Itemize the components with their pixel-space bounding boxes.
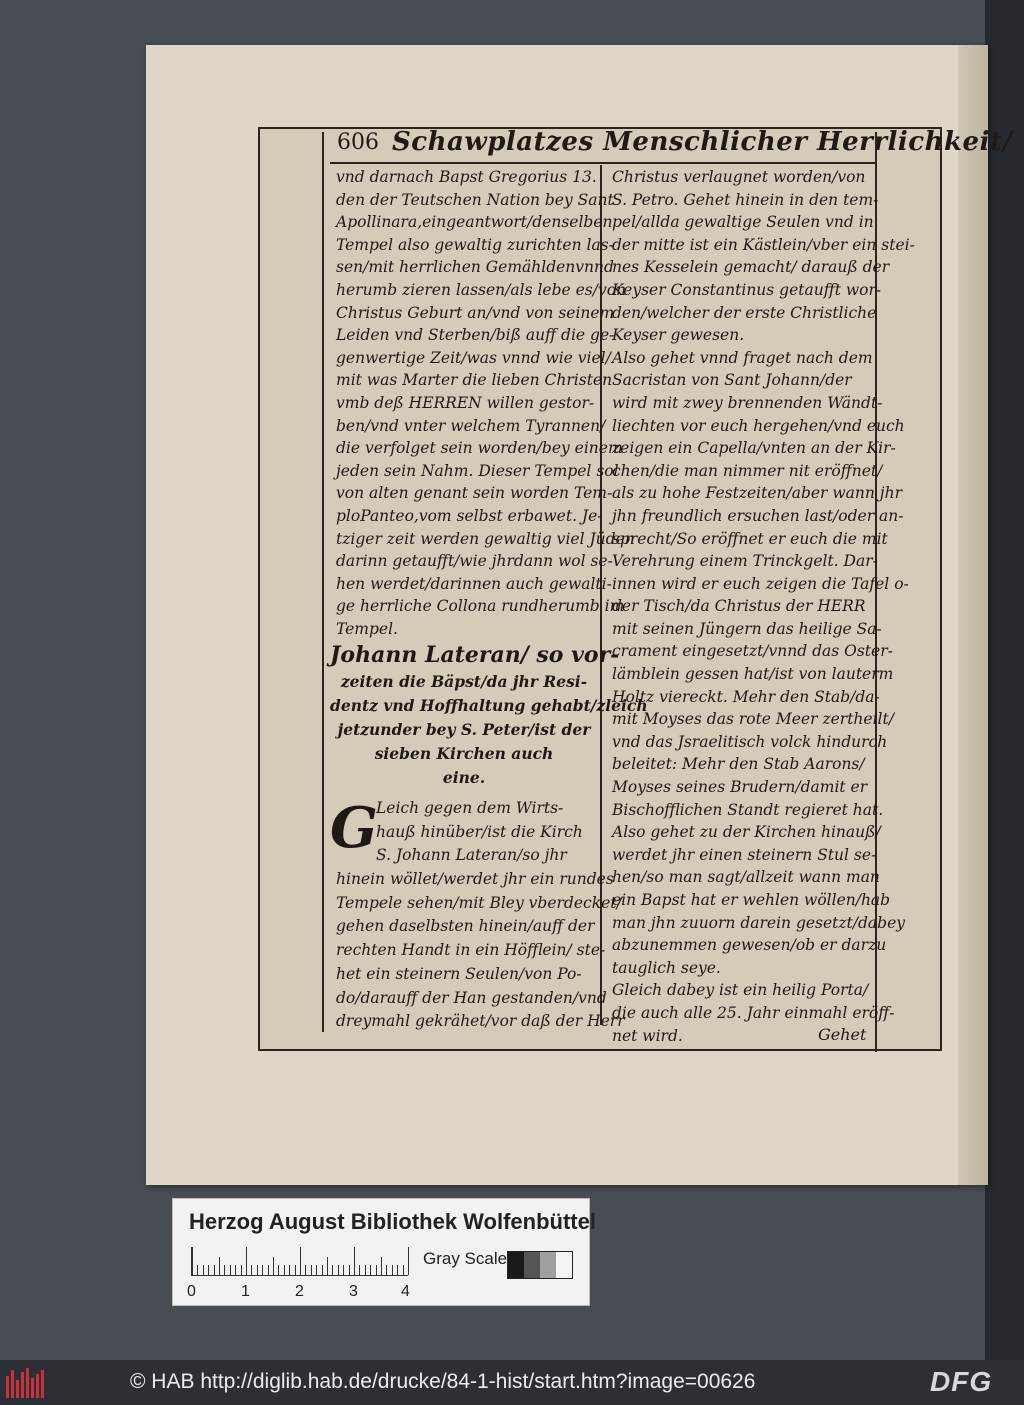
text-line: den der Teutschen Nation bey Sant [336, 190, 614, 209]
text-line: pel/allda gewaltige Seulen vnd in [612, 213, 874, 232]
heading-title-line: Johann Lateran/ so vor- [330, 642, 620, 668]
text-line: von alten genant sein worden Tem- [336, 484, 613, 503]
ruler-tick [322, 1265, 323, 1275]
text-line: het ein steinern Seulen/von Po- [336, 964, 582, 983]
text-line: Tempel. [336, 619, 398, 638]
ruler-tick [311, 1265, 312, 1275]
ruler-number: 3 [349, 1283, 358, 1300]
section-heading [330, 640, 648, 790]
heading-line: dentz vnd Hoffhaltung gehabt/zleich [330, 696, 648, 715]
text-line: herumb zieren lassen/als lebe es/von [336, 280, 627, 299]
heading-line: eine. [442, 768, 486, 787]
ruler-tick [284, 1265, 285, 1275]
ruler-tick [332, 1265, 333, 1275]
ruler-tick [365, 1265, 366, 1275]
ruler-tick [300, 1247, 301, 1275]
ruler-tick [246, 1247, 247, 1275]
ruler-tick [327, 1257, 328, 1275]
footer-credit-link[interactable]: © HAB http://diglib.hab.de/drucke/84-1-hist/start.htm?image=00626 [130, 1370, 756, 1393]
text-line: darinn getaufft/wie jhrdann wol se- [336, 552, 613, 571]
text-line: mit was Marter die lieben Christen [336, 371, 613, 390]
ruler-tick [241, 1265, 242, 1275]
ruler-tick [392, 1265, 393, 1275]
text-line: innen wird er euch zeigen die Tafel o- [612, 574, 909, 593]
ruler-tick [214, 1265, 215, 1275]
gray-scale-label: Gray Scale [423, 1249, 508, 1268]
text-line: Christus Geburt an/vnd von seinem [336, 303, 615, 322]
text-line: vnd das Jsraelitisch volck hindurch [612, 732, 888, 751]
text-line: hen werdet/darinnen auch gewalti- [336, 574, 612, 593]
text-line: hinein wöllet/werdet jhr ein rundes [336, 870, 614, 889]
text-line: beleitet: Mehr den Stab Aarons/ [612, 755, 865, 774]
text-line: Apollinara,eingeantwort/denselben [336, 213, 613, 232]
left-column-text [336, 166, 635, 640]
ruler-tick [208, 1265, 209, 1275]
text-line: hauß hinüber/ist die Kirch [376, 822, 583, 841]
text-line: als zu hohe Festzeiten/aber wann jhr [612, 484, 902, 503]
text-line: Bischofflichen Standt regieret hat. [612, 800, 884, 819]
text-line: mit Moyses das rote Meer zertheilt/ [612, 710, 894, 729]
ruler-tick [230, 1265, 231, 1275]
text-line: tziger zeit werden gewaltig viel Jüden [336, 529, 635, 548]
running-title: Schawplatzes Menschlicher Herrlichkeit/ [392, 127, 1013, 157]
gray-scale-swatches [507, 1251, 573, 1279]
text-line: vmb deß HERREN willen gestor- [336, 393, 595, 412]
heading-line: zeiten die Bäpst/da jhr Resi- [340, 672, 588, 691]
ruler-tick [224, 1265, 225, 1275]
text-line: vnd darnach Bapst Gregorius 13. [336, 168, 597, 186]
measurement-ruler [191, 1247, 408, 1276]
page-fold-edge [958, 45, 988, 1185]
ruler-tick [203, 1265, 204, 1275]
text-line: die auch alle 25. Jahr einmahl eröff- [612, 1003, 895, 1022]
library-name: Herzog August Bibliothek Wolfenbüttel [189, 1209, 596, 1234]
text-line: man jhn zuuorn darein gesetzt/dabey [612, 913, 906, 932]
ruler-number: 1 [241, 1283, 250, 1300]
text-line: jhn freundlich ersuchen last/oder an- [612, 506, 904, 525]
text-line: nes Kesselein gemacht/ darauß der [612, 258, 890, 277]
header-rule [330, 162, 875, 164]
left-column-text-continued [336, 797, 625, 1034]
ruler-tick [251, 1265, 252, 1275]
ruler-tick [376, 1265, 377, 1275]
ruler-tick [257, 1265, 258, 1275]
ruler-tick [338, 1265, 339, 1275]
ruler-tick [354, 1247, 355, 1275]
ruler-tick [219, 1257, 220, 1275]
ruler-tick [273, 1257, 274, 1275]
text-line: Gleich dabey ist ein heilig Porta/ [612, 981, 869, 1000]
ruler-number: 0 [187, 1283, 196, 1300]
heading-line: jetzunder bey S. Peter/ist der [337, 720, 591, 739]
ruler-tick [289, 1265, 290, 1275]
text-line: Also gehet vnnd fraget nach dem [612, 348, 873, 367]
ruler-tick [343, 1265, 344, 1275]
text-line: Holtz viereckt. Mehr den Stab/da- [612, 687, 880, 706]
ruler-tick [262, 1265, 263, 1275]
ruler-number: 2 [295, 1283, 304, 1300]
ruler-tick [386, 1265, 387, 1275]
heading-line: sieben Kirchen auch [374, 744, 554, 763]
text-line: Leiden vnd Sterben/biß auff die ge- [336, 326, 615, 345]
right-column-text [612, 166, 915, 1047]
text-line: Also gehet zu der Kirchen hinauß/ [612, 823, 881, 842]
text-line: Moyses seines Brudern/damit er [612, 778, 868, 797]
ruler-tick [192, 1247, 193, 1275]
ruler-tick [305, 1265, 306, 1275]
text-line: Tempel also gewaltig zurichten las- [336, 235, 614, 254]
ruler-tick [295, 1265, 296, 1275]
text-line: hen/so man sagt/allzeit wann man [612, 868, 880, 887]
text-line: do/darauff der Han gestanden/vnd [336, 988, 607, 1007]
ruler-tick [381, 1257, 382, 1275]
ruler-tick [316, 1265, 317, 1275]
text-line: ge herrliche Collona rundherumb im [336, 597, 625, 616]
text-line: jeden sein Nahm. Dieser Tempel sol [336, 461, 619, 480]
left-margin-rule [322, 132, 324, 1032]
text-line: S. Johann Lateran/so jhr [376, 846, 567, 865]
ruler-number: 4 [401, 1283, 410, 1300]
text-line: ein Bapst hat er wehlen wöllen/hab [612, 891, 891, 909]
text-line: sen/mit herrlichen Gemähldenvnnd [336, 258, 614, 277]
color-scale-card [172, 1198, 596, 1306]
text-line: abzunemmen gewesen/ob er darzu [612, 936, 887, 955]
text-line: tauglich seye. [612, 958, 721, 977]
footer-bar [0, 1360, 1024, 1405]
text-line: Keyser gewesen. [612, 326, 745, 345]
text-line: werdet jhr einen steinern Stul se- [612, 845, 877, 864]
ruler-tick [235, 1265, 236, 1275]
page-number: 606 [337, 130, 379, 155]
text-line: die verfolget sein worden/bey einem [336, 439, 623, 458]
ruler-tick [278, 1265, 279, 1275]
text-line: rechten Handt in ein Höfflein/ ste- [336, 941, 606, 960]
text-line: Keyser Constantinus getaufft wor- [612, 280, 882, 299]
ruler-tick [359, 1265, 360, 1275]
text-line: zeigen ein Capella/vnten an der Kir- [612, 439, 896, 458]
text-line: ploPanteo,vom selbst erbawet. Je- [336, 506, 603, 525]
text-line: Tempele sehen/mit Bley vberdecket/ [336, 893, 622, 912]
ruler-tick [268, 1265, 269, 1275]
text-line: lämblein gessen hat/ist von lauterm [612, 665, 894, 684]
text-line: Verehrung einem Trinckgelt. Dar- [612, 552, 878, 571]
catchword: Gehet [818, 1025, 867, 1044]
text-line: mit seinen Jüngern das heilige Sa- [612, 619, 882, 638]
text-line: Christus verlaugnet worden/von [612, 168, 866, 186]
text-line: der Tisch/da Christus der HERR [612, 597, 866, 616]
dfg-logo: DFG [930, 1366, 993, 1397]
text-line: Sacristan von Sant Johann/der [612, 371, 852, 390]
ruler-tick [408, 1247, 409, 1275]
gray-swatch [524, 1252, 540, 1278]
ruler-tick [403, 1265, 404, 1275]
text-line: Leich gegen dem Wirts- [376, 799, 564, 817]
ruler-tick [397, 1265, 398, 1275]
gray-swatch [508, 1252, 524, 1278]
hab-logo-icon [6, 1368, 44, 1398]
text-line: ben/vnd vnter welchem Tyrannen/ [336, 416, 606, 435]
text-line: sprecht/So eröffnet er euch die mit [612, 529, 888, 548]
text-line: gehen daselbsten hinein/auff der [336, 917, 595, 936]
gray-swatch [540, 1252, 556, 1278]
text-line: der mitte ist ein Kästlein/vber ein stei- [612, 235, 915, 254]
scan-dark-edge [985, 0, 1024, 1360]
text-line: S. Petro. Gehet hinein in den tem- [612, 190, 879, 209]
text-line: liechten vor euch hergehen/vnd euch [612, 416, 905, 435]
text-line: den/welcher der erste Christliche [612, 303, 877, 322]
text-line: dreymahl gekrähet/vor daß der Herr [336, 1012, 625, 1031]
ruler-tick [349, 1265, 350, 1275]
text-line: net wird. [612, 1026, 683, 1045]
text-line: chen/die man nimmer nit eröffnet/ [612, 461, 883, 480]
gray-swatch [556, 1252, 572, 1278]
drop-cap-initial: G [330, 795, 378, 861]
text-line: genwertige Zeit/was vnnd wie viel/ [336, 348, 611, 367]
text-line: wird mit zwey brennenden Wändt- [612, 393, 883, 412]
ruler-tick [197, 1265, 198, 1275]
text-line: crament eingesetzt/vnnd das Oster- [612, 642, 893, 661]
ruler-tick [370, 1265, 371, 1275]
